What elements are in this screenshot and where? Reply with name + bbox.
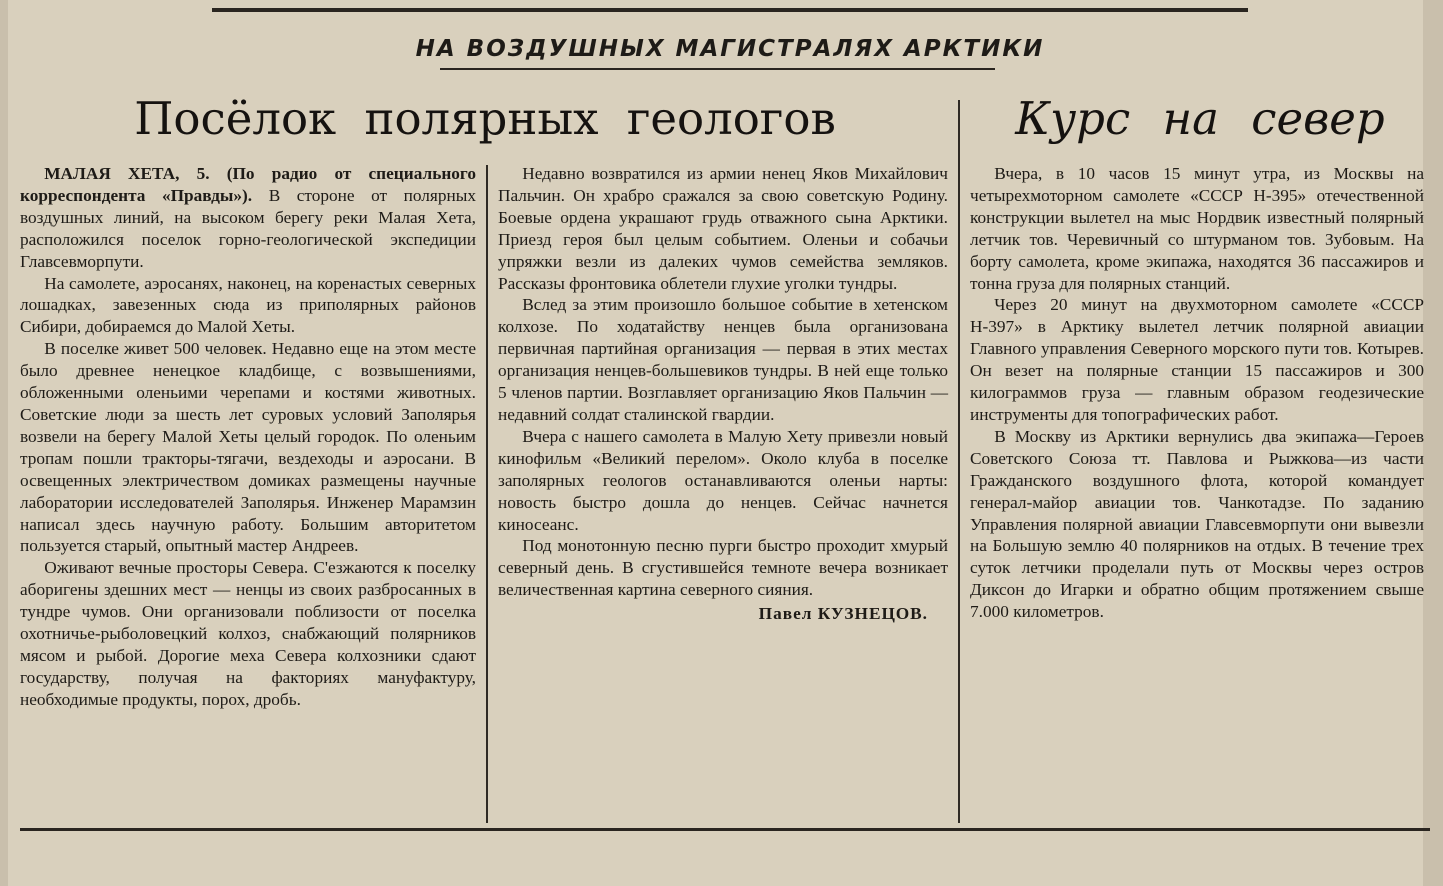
article-paragraph: Вслед за этим произошло большое событие в хетенском колхозе. По ходатайству ненцев была организована первичная партийная организация — первая в этих местах организация ненцев-большевиков тундры. В ней еще только 5 членов партии. Возглавляет организацию Яков Пальчин — недавний солдат сталинской гвардии. — [498, 295, 948, 424]
bottom-rule — [20, 828, 1430, 831]
article-paragraph: Через 20 минут на двухмоторном самолете «СССР Н-397» в Арктику вылетел летчик полярной авиации Главного управления Северного морского пути тов. Котырев. Он везет на полярные станции 15 пассажиров и 300 килограммов груза — главным образом геодезические инструменты для топографических работ. — [970, 295, 1424, 424]
main-article-column-2 — [498, 163, 948, 625]
article-paragraph: Недавно возвратился из армии ненец Яков Михайлович Пальчин. Он храбро сражался за свою советскую Родину. Боевые ордена украшают грудь отважного сына Арктики. Приезд героя был целым событием. Оленьи и собачьи упряжки везли из далеких чумов семейства земляков. Рассказы фронтовика облетели глухие уголки тундры. — [498, 164, 948, 293]
paragraph-text: В стороне от полярных воздушных линий, на высоком берегу реки Малая Хета, расположился поселок горно-геологической экспедиции Главсевморпути. — [20, 185, 476, 271]
main-article-title: Посёлок полярных геологов — [134, 92, 836, 145]
left-page-edge — [0, 0, 8, 886]
rubric-underline — [440, 68, 995, 70]
dateline: МАЛАЯ ХЕТА, 5. (По радио от специального корреспондента «Правды»). — [20, 164, 476, 205]
article-paragraph: В Москву из Арктики вернулись два экипажа—Героев Советского Союза тт. Павлова и Рыжкова—из части Гражданского воздушного флота, которой командует генерал-майор авиации тов. Чанкотадзе. По заданию Управления полярной авиации Главсевморпути они вывезли на Большую землю 40 полярников на отдых. В течение трех суток летчики проделали путь от Москвы через остров Диксон до Игарки и обратно общим протяжением свыше 7.000 километров. — [970, 426, 1424, 622]
top-rule — [212, 8, 1248, 12]
article-paragraph: Вчера, в 10 часов 15 минут утра, из Москвы на четырехмоторном самолете «СССР Н-395» отечественной конструкции вылетел на мыс Нордвик известный полярный летчик тов. Черевичный со штурманом тов. Зубовым. На борту самолета, кроме экипажа, находятся 36 пассажиров и тонна груза для полярных станций. — [970, 164, 1424, 293]
article-paragraph: Под монотонную песню пурги быстро проходит хмурый северный день. В сгустившейся темноте вечера возникает величественная картина северного сияния. — [498, 536, 948, 600]
author-signature: Павел КУЗНЕЦОВ. — [758, 604, 928, 624]
side-article-title: Курс на север — [1015, 92, 1385, 145]
main-article-column-1 — [20, 163, 476, 711]
side-article-column — [970, 163, 1424, 623]
section-rubric: НА ВОЗДУШНЫХ МАГИСТРАЛЯХ АРКТИКИ — [415, 36, 1045, 62]
article-paragraph: Вчера с нашего самолета в Малую Хету привезли новый кинофильм «Великий перелом». Около клуба в поселке заполярных геологов останавливаются оленьи нарты: новость быстро дошла до ненцев. Сейчас начнется киносеанс. — [498, 426, 948, 534]
article-paragraph: Оживают вечные просторы Севера. С'езжаются к поселку аборигены здешних мест — ненцы из своих разбросанных в тундре чумов. Они организовали поблизости от поселка охотничье-рыболовецкий колхоз, снабжающий полярников мясом и рыбой. Дорогие меха Севера колхозники сдают государству, получая на факториях мануфактуру, необходимые продукты, порох, дробь. — [20, 558, 476, 709]
article-paragraph: В поселке живет 500 человек. Недавно еще на этом месте было древнее ненецкое кладбище, с возвышениями, обложенными оленьими черепами и костями животных. Советские люди за шесть лет суровых условий Заполярья возвели на берегу Малой Хеты целый городок. По оленьим тропам пошли тракторы-тягачи, вездеходы и аэросани. В освещенных электричеством домиках размещены научные лаборатории исследователей Заполярья. Инженер Марамзин написал здесь научную работу. Большим авторитетом пользуется старый, опытный мастер Андреев. — [20, 339, 476, 556]
column-divider-1 — [486, 165, 488, 823]
article-paragraph: На самолете, аэросанях, наконец, на коренастых северных лошадках, завезенных сюда из приполярных районов Сибири, добираемся до Малой Хеты. — [20, 273, 476, 337]
column-divider-2 — [958, 100, 960, 823]
article-paragraph — [20, 163, 476, 273]
